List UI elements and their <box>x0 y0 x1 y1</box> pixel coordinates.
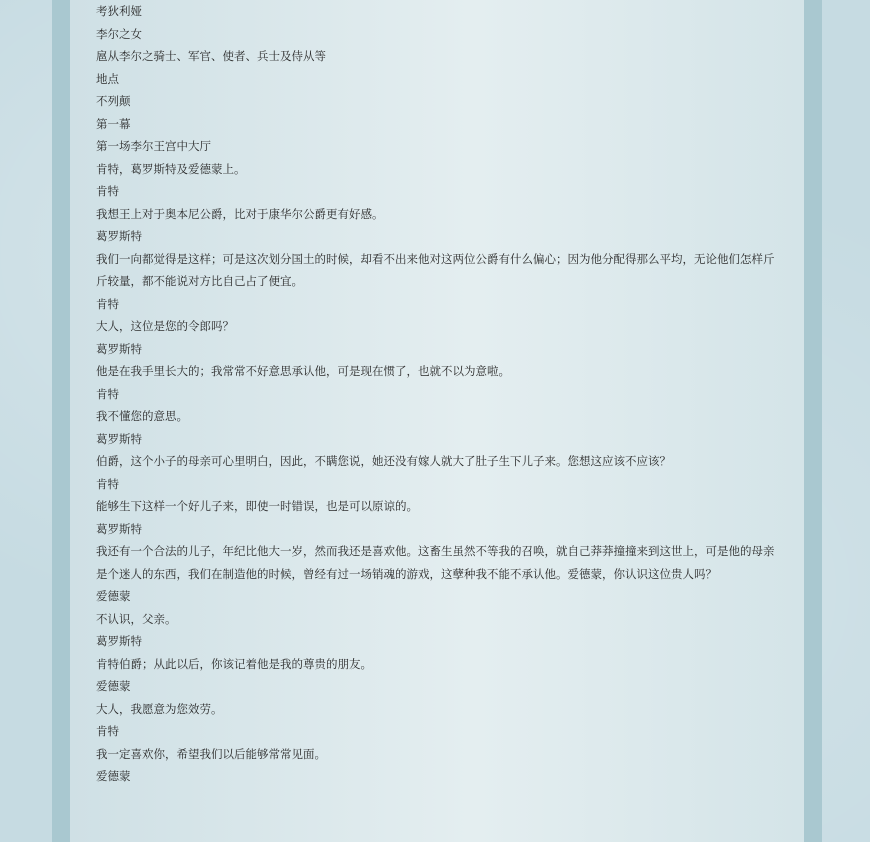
dialogue-line: 我一定喜欢你，希望我们以后能够常常见面。 <box>96 746 326 761</box>
dialogue-line: 我还有一个合法的儿子，年纪比他大一岁，然而我还是喜欢他。这畜生虽然不等我的召唤，就自己莽莽撞撞来到这世上，可是他的母亲是个迷人的东西，我们在制造他的时候，曾经有过一场销魂的游戏，这孽种我不能不承认他。爱德蒙，你认识这位贵人吗？ <box>96 544 775 581</box>
dialogue-line: 他是在我手里长大的；我常常不好意思承认他，可是现在惯了，也就不以为意啦。 <box>96 364 510 378</box>
dialogue-line: 肯特伯爵；从此以后，你该记着他是我的尊贵的朋友。 <box>96 656 372 671</box>
dialogue-line: 我不懂您的意思。 <box>96 409 188 423</box>
dialogue-line: 我想王上对于奥本尼公爵，比对于康华尔公爵更有好感。 <box>96 206 384 221</box>
text-line: 不列颠 <box>96 94 131 108</box>
speaker-name: 葛罗斯特 <box>96 521 142 536</box>
text-line: 第一场李尔王宫中大厅 <box>96 139 211 153</box>
content-panel <box>70 0 804 842</box>
speaker-name: 爱德蒙 <box>96 769 131 783</box>
speaker-name: 爱德蒙 <box>96 589 131 603</box>
speaker-name: 肯特 <box>96 724 119 738</box>
dialogue-line: 伯爵，这个小子的母亲可心里明白，因此，不瞒您说，她还没有嫁人就大了肚子生下儿子来。您想这应该不应该？ <box>96 454 671 468</box>
text-line: 地点 <box>96 71 119 86</box>
dialogue-line: 大人，我愿意为您效劳。 <box>96 701 223 716</box>
speaker-name: 葛罗斯特 <box>96 229 142 243</box>
speaker-name: 葛罗斯特 <box>96 634 142 648</box>
text-line: 李尔之女 <box>96 26 142 41</box>
text-line: 扈从李尔之骑士、军官、使者、兵士及侍从等 <box>96 49 326 63</box>
text-line: 肯特，葛罗斯特及爱德蒙上。 <box>96 161 246 176</box>
dialogue-line: 我们一向都觉得是这样；可是这次划分国土的时候，却看不出来他对这两位公爵有什么偏心；因为他分配得那么平均，无论他们怎样斤斤较量，都不能说对方比自己占了便宜。 <box>96 251 775 288</box>
text-line: 第一幕 <box>96 116 131 131</box>
dialogue-line: 能够生下这样一个好儿子来，即使一时错误，也是可以原谅的。 <box>96 499 418 513</box>
speaker-name: 葛罗斯特 <box>96 431 142 446</box>
speaker-name: 爱德蒙 <box>96 679 131 693</box>
text-line: 考狄利娅 <box>96 4 142 18</box>
play-text <box>96 0 780 788</box>
dialogue-line: 不认识，父亲。 <box>96 611 177 626</box>
speaker-name: 肯特 <box>96 476 119 491</box>
speaker-name: 葛罗斯特 <box>96 341 142 356</box>
dialogue-line: 大人，这位是您的令郎吗？ <box>96 319 234 333</box>
speaker-name: 肯特 <box>96 184 119 198</box>
speaker-name: 肯特 <box>96 296 119 311</box>
speaker-name: 肯特 <box>96 386 119 401</box>
